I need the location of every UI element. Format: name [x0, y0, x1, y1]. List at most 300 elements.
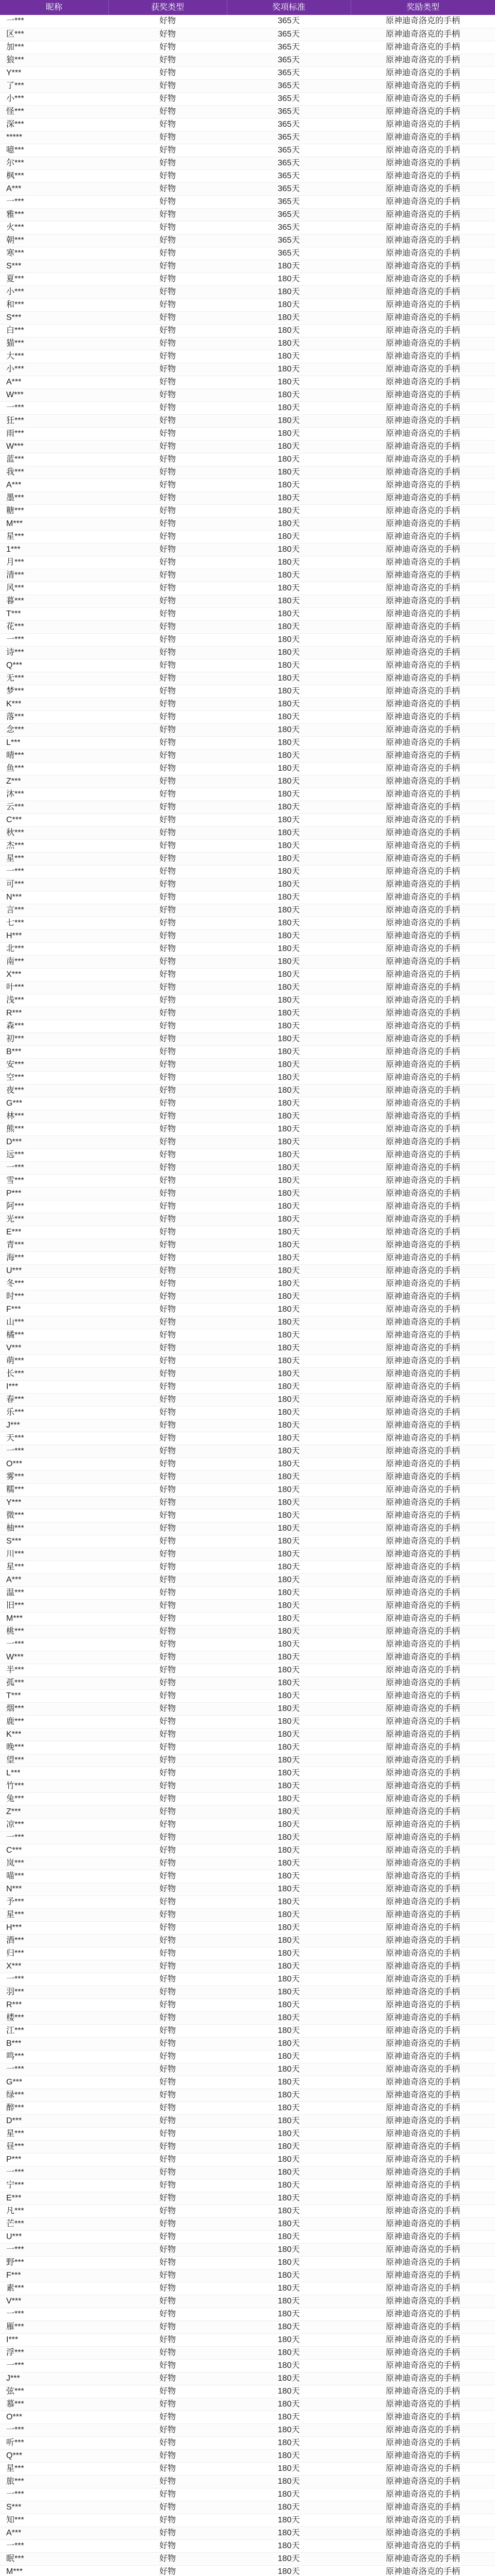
cell-award-type: 好物	[108, 466, 227, 479]
cell-award-standard: 180天	[227, 1612, 351, 1625]
cell-nickname: 浮***	[0, 2346, 108, 2359]
cell-reward-type: 原神迪奇洛克的手柄	[351, 157, 495, 170]
cell-nickname: 风***	[0, 582, 108, 595]
cell-reward-type: 原神迪奇洛克的手柄	[351, 2114, 495, 2127]
cell-nickname: F***	[0, 2269, 108, 2282]
table-row	[0, 1483, 495, 1496]
cell-nickname: 星***	[0, 2127, 108, 2140]
cell-award-standard: 180天	[227, 1496, 351, 1509]
cell-reward-type: 原神迪奇洛克的手柄	[351, 221, 495, 234]
cell-nickname: 一***	[0, 1973, 108, 1986]
cell-award-standard: 180天	[227, 839, 351, 852]
cell-award-standard: 180天	[227, 865, 351, 878]
cell-award-type: 好物	[108, 710, 227, 723]
cell-nickname: P***	[0, 2153, 108, 2166]
cell-award-standard: 180天	[227, 2552, 351, 2565]
cell-award-type: 好物	[108, 54, 227, 66]
cell-award-type: 好物	[108, 891, 227, 904]
cell-award-type: 好物	[108, 1792, 227, 1805]
cell-award-standard: 180天	[227, 685, 351, 698]
cell-award-standard: 365天	[227, 131, 351, 144]
cell-reward-type: 原神迪奇洛克的手柄	[351, 2166, 495, 2179]
table-row	[0, 2256, 495, 2269]
table-row	[0, 1702, 495, 1715]
cell-nickname: 一***	[0, 1638, 108, 1651]
cell-award-standard: 365天	[227, 28, 351, 41]
cell-nickname: 云***	[0, 801, 108, 814]
cell-award-type: 好物	[108, 1664, 227, 1676]
cell-award-type: 好物	[108, 1226, 227, 1239]
cell-award-type: 好物	[108, 1715, 227, 1728]
cell-reward-type: 原神迪奇洛克的手柄	[351, 2063, 495, 2076]
cell-reward-type: 原神迪奇洛克的手柄	[351, 1676, 495, 1689]
cell-nickname: 念***	[0, 723, 108, 736]
table-row	[0, 569, 495, 582]
cell-nickname: 糯***	[0, 1483, 108, 1496]
cell-nickname: 昼***	[0, 2140, 108, 2153]
table-row	[0, 2089, 495, 2102]
cell-award-standard: 180天	[227, 543, 351, 556]
cell-award-standard: 180天	[227, 2320, 351, 2333]
cell-award-type: 好物	[108, 2243, 227, 2256]
cell-award-type: 好物	[108, 2050, 227, 2063]
cell-nickname: D***	[0, 1136, 108, 1148]
cell-reward-type: 原神迪奇洛克的手柄	[351, 633, 495, 646]
table-row	[0, 1226, 495, 1239]
cell-award-type: 好物	[108, 1277, 227, 1290]
table-row	[0, 1148, 495, 1161]
cell-reward-type: 原神迪奇洛克的手柄	[351, 1702, 495, 1715]
cell-reward-type: 原神迪奇洛克的手柄	[351, 1805, 495, 1818]
cell-reward-type: 原神迪奇洛克的手柄	[351, 170, 495, 182]
cell-award-standard: 180天	[227, 1870, 351, 1883]
table-row	[0, 2449, 495, 2462]
cell-reward-type: 原神迪奇洛克的手柄	[351, 350, 495, 363]
cell-nickname: 芒***	[0, 2217, 108, 2230]
cell-award-standard: 180天	[227, 401, 351, 414]
cell-nickname: K***	[0, 698, 108, 710]
cell-award-standard: 180天	[227, 1045, 351, 1058]
table-row	[0, 2076, 495, 2089]
cell-reward-type: 原神迪奇洛克的手柄	[351, 2449, 495, 2462]
cell-reward-type: 原神迪奇洛克的手柄	[351, 1045, 495, 1058]
cell-award-standard: 180天	[227, 1380, 351, 1393]
cell-award-type: 好物	[108, 814, 227, 826]
table-row	[0, 1805, 495, 1818]
cell-award-standard: 180天	[227, 1522, 351, 1535]
cell-nickname: 阿***	[0, 1200, 108, 1213]
cell-award-standard: 365天	[227, 118, 351, 131]
cell-award-type: 好物	[108, 775, 227, 788]
cell-nickname: 小***	[0, 363, 108, 376]
cell-award-standard: 180天	[227, 852, 351, 865]
table-row	[0, 1612, 495, 1625]
cell-award-standard: 180天	[227, 337, 351, 350]
cell-award-type: 好物	[108, 337, 227, 350]
cell-reward-type: 原神迪奇洛克的手柄	[351, 1380, 495, 1393]
cell-award-type: 好物	[108, 1509, 227, 1522]
cell-reward-type: 原神迪奇洛克的手柄	[351, 904, 495, 917]
cell-award-type: 好物	[108, 1818, 227, 1831]
cell-award-type: 好物	[108, 1187, 227, 1200]
cell-reward-type: 原神迪奇洛克的手柄	[351, 118, 495, 131]
table-row	[0, 285, 495, 298]
cell-award-type: 好物	[108, 2475, 227, 2488]
cell-reward-type: 原神迪奇洛克的手柄	[351, 1780, 495, 1792]
cell-award-standard: 180天	[227, 1818, 351, 1831]
cell-reward-type: 原神迪奇洛克的手柄	[351, 2179, 495, 2192]
cell-award-standard: 180天	[227, 2256, 351, 2269]
cell-reward-type: 原神迪奇洛克的手柄	[351, 801, 495, 814]
table-row	[0, 1599, 495, 1612]
cell-reward-type: 原神迪奇洛克的手柄	[351, 92, 495, 105]
cell-nickname: 微***	[0, 1509, 108, 1522]
cell-award-standard: 180天	[227, 2192, 351, 2205]
table-row	[0, 981, 495, 994]
cell-reward-type: 原神迪奇洛克的手柄	[351, 2037, 495, 2050]
table-row	[0, 891, 495, 904]
cell-award-type: 好物	[108, 2462, 227, 2475]
cell-nickname: D***	[0, 2114, 108, 2127]
cell-award-standard: 180天	[227, 324, 351, 337]
cell-award-type: 好物	[108, 208, 227, 221]
cell-award-type: 好物	[108, 2282, 227, 2295]
cell-award-type: 好物	[108, 2153, 227, 2166]
table-row	[0, 1998, 495, 2011]
cell-nickname: 一***	[0, 2166, 108, 2179]
cell-award-type: 好物	[108, 633, 227, 646]
cell-award-type: 好物	[108, 2166, 227, 2179]
cell-award-standard: 180天	[227, 1032, 351, 1045]
cell-reward-type: 原神迪奇洛克的手柄	[351, 1689, 495, 1702]
cell-nickname: 落***	[0, 710, 108, 723]
table-row	[0, 1895, 495, 1908]
table-row	[0, 2050, 495, 2063]
cell-nickname: 墨***	[0, 492, 108, 504]
cell-reward-type: 原神迪奇洛克的手柄	[351, 1895, 495, 1908]
cell-award-type: 好物	[108, 28, 227, 41]
cell-nickname: 一***	[0, 2539, 108, 2552]
cell-award-standard: 180天	[227, 1689, 351, 1702]
cell-award-type: 好物	[108, 504, 227, 517]
cell-award-type: 好物	[108, 929, 227, 942]
cell-nickname: 光***	[0, 1213, 108, 1226]
cell-award-type: 好物	[108, 852, 227, 865]
cell-nickname: 雁***	[0, 2320, 108, 2333]
table-row	[0, 15, 495, 28]
cell-nickname: 雅***	[0, 208, 108, 221]
cell-reward-type: 原神迪奇洛克的手柄	[351, 2205, 495, 2217]
cell-award-type: 好物	[108, 324, 227, 337]
cell-reward-type: 原神迪奇洛克的手柄	[351, 1277, 495, 1290]
cell-award-standard: 180天	[227, 2153, 351, 2166]
cell-reward-type: 原神迪奇洛克的手柄	[351, 530, 495, 543]
cell-award-type: 好物	[108, 2449, 227, 2462]
cell-nickname: 一***	[0, 15, 108, 28]
cell-award-type: 好物	[108, 2565, 227, 2576]
cell-reward-type: 原神迪奇洛克的手柄	[351, 1071, 495, 1084]
cell-nickname: X***	[0, 1960, 108, 1973]
cell-nickname: 星***	[0, 852, 108, 865]
cell-reward-type: 原神迪奇洛克的手柄	[351, 1393, 495, 1406]
cell-nickname: B***	[0, 2037, 108, 2050]
cell-reward-type: 原神迪奇洛克的手柄	[351, 1715, 495, 1728]
cell-award-type: 好物	[108, 2102, 227, 2114]
cell-award-standard: 365天	[227, 195, 351, 208]
cell-award-type: 好物	[108, 1689, 227, 1702]
cell-reward-type: 原神迪奇洛克的手柄	[351, 1354, 495, 1367]
cell-award-type: 好物	[108, 1329, 227, 1342]
header-nickname: 昵称	[0, 0, 108, 15]
cell-nickname: 江***	[0, 2024, 108, 2037]
cell-nickname: 浅***	[0, 994, 108, 1007]
cell-nickname: 远***	[0, 1148, 108, 1161]
cell-nickname: A***	[0, 479, 108, 492]
cell-reward-type: 原神迪奇洛克的手柄	[351, 1586, 495, 1599]
cell-nickname: V***	[0, 1342, 108, 1354]
cell-nickname: S***	[0, 2501, 108, 2514]
cell-reward-type: 原神迪奇洛克的手柄	[351, 54, 495, 66]
cell-award-standard: 180天	[227, 1213, 351, 1226]
cell-nickname: 知***	[0, 2514, 108, 2527]
cell-award-standard: 180天	[227, 298, 351, 311]
cell-nickname: A***	[0, 182, 108, 195]
cell-nickname: 听***	[0, 2436, 108, 2449]
table-row	[0, 1213, 495, 1226]
table-row	[0, 1445, 495, 1458]
table-row	[0, 1007, 495, 1020]
cell-nickname: 素***	[0, 2282, 108, 2295]
cell-award-type: 好物	[108, 1522, 227, 1535]
cell-reward-type: 原神迪奇洛克的手柄	[351, 376, 495, 388]
cell-reward-type: 原神迪奇洛克的手柄	[351, 2333, 495, 2346]
cell-nickname: 海***	[0, 1251, 108, 1264]
cell-reward-type: 原神迪奇洛克的手柄	[351, 440, 495, 453]
cell-reward-type: 原神迪奇洛克的手柄	[351, 994, 495, 1007]
cell-award-type: 好物	[108, 1612, 227, 1625]
cell-reward-type: 原神迪奇洛克的手柄	[351, 298, 495, 311]
cell-reward-type: 原神迪奇洛克的手柄	[351, 2436, 495, 2449]
cell-reward-type: 原神迪奇洛克的手柄	[351, 2462, 495, 2475]
cell-nickname: 慕***	[0, 2398, 108, 2411]
cell-reward-type: 原神迪奇洛克的手柄	[351, 2308, 495, 2320]
cell-award-standard: 180天	[227, 1303, 351, 1316]
table-row	[0, 607, 495, 620]
cell-nickname: Z***	[0, 1805, 108, 1818]
cell-award-standard: 180天	[227, 2217, 351, 2230]
cell-nickname: Q***	[0, 2449, 108, 2462]
cell-award-type: 好物	[108, 2140, 227, 2153]
cell-award-type: 好物	[108, 2385, 227, 2398]
cell-award-type: 好物	[108, 2114, 227, 2127]
cell-award-standard: 180天	[227, 1844, 351, 1857]
table-row	[0, 1084, 495, 1097]
cell-nickname: F***	[0, 1303, 108, 1316]
table-row	[0, 1728, 495, 1741]
cell-award-standard: 180天	[227, 388, 351, 401]
cell-nickname: G***	[0, 1097, 108, 1110]
cell-award-standard: 180天	[227, 2282, 351, 2295]
cell-reward-type: 原神迪奇洛克的手柄	[351, 942, 495, 955]
cell-award-standard: 180天	[227, 1934, 351, 1947]
cell-award-standard: 180天	[227, 1058, 351, 1071]
table-row	[0, 66, 495, 79]
cell-reward-type: 原神迪奇洛克的手柄	[351, 208, 495, 221]
cell-award-type: 好物	[108, 427, 227, 440]
cell-award-type: 好物	[108, 1973, 227, 1986]
cell-reward-type: 原神迪奇洛克的手柄	[351, 1612, 495, 1625]
cell-reward-type: 原神迪奇洛克的手柄	[351, 2127, 495, 2140]
cell-reward-type: 原神迪奇洛克的手柄	[351, 2153, 495, 2166]
cell-nickname: 一***	[0, 1161, 108, 1174]
cell-nickname: M***	[0, 2565, 108, 2576]
table-row	[0, 2539, 495, 2552]
cell-nickname: *****	[0, 131, 108, 144]
cell-award-type: 好物	[108, 1676, 227, 1689]
cell-nickname: U***	[0, 2230, 108, 2243]
cell-nickname: 朝***	[0, 234, 108, 247]
cell-award-standard: 180天	[227, 1741, 351, 1754]
cell-reward-type: 原神迪奇洛克的手柄	[351, 2282, 495, 2295]
cell-award-type: 好物	[108, 1432, 227, 1445]
cell-award-type: 好物	[108, 298, 227, 311]
cell-award-type: 好物	[108, 2488, 227, 2501]
cell-reward-type: 原神迪奇洛克的手柄	[351, 1934, 495, 1947]
cell-award-type: 好物	[108, 556, 227, 569]
table-row	[0, 2346, 495, 2359]
cell-award-standard: 180天	[227, 672, 351, 685]
cell-reward-type: 原神迪奇洛克的手柄	[351, 2217, 495, 2230]
cell-award-standard: 180天	[227, 814, 351, 826]
table-row	[0, 1187, 495, 1200]
cell-nickname: 星***	[0, 2462, 108, 2475]
cell-nickname: 深***	[0, 118, 108, 131]
cell-award-standard: 180天	[227, 1251, 351, 1264]
cell-award-standard: 180天	[227, 891, 351, 904]
table-row	[0, 2320, 495, 2333]
cell-nickname: M***	[0, 1612, 108, 1625]
cell-reward-type: 原神迪奇洛克的手柄	[351, 182, 495, 195]
table-row	[0, 1934, 495, 1947]
table-row	[0, 633, 495, 646]
table-row	[0, 298, 495, 311]
cell-nickname: 空***	[0, 1071, 108, 1084]
cell-nickname: 予***	[0, 1895, 108, 1908]
cell-award-type: 好物	[108, 1007, 227, 1020]
cell-reward-type: 原神迪奇洛克的手柄	[351, 1264, 495, 1277]
table-row	[0, 2102, 495, 2114]
cell-award-type: 好物	[108, 234, 227, 247]
cell-award-standard: 180天	[227, 698, 351, 710]
cell-reward-type: 原神迪奇洛克的手柄	[351, 1342, 495, 1354]
table-row	[0, 479, 495, 492]
table-row	[0, 2063, 495, 2076]
cell-nickname: 一***	[0, 2308, 108, 2320]
cell-nickname: 一***	[0, 2424, 108, 2436]
cell-award-standard: 365天	[227, 182, 351, 195]
table-row	[0, 1960, 495, 1973]
cell-award-type: 好物	[108, 2179, 227, 2192]
table-row	[0, 852, 495, 865]
cell-award-standard: 180天	[227, 2295, 351, 2308]
cell-nickname: I***	[0, 1380, 108, 1393]
table-row	[0, 517, 495, 530]
cell-award-standard: 180天	[227, 981, 351, 994]
table-row	[0, 1586, 495, 1599]
table-row	[0, 1689, 495, 1702]
cell-award-standard: 180天	[227, 1638, 351, 1651]
cell-award-standard: 180天	[227, 2333, 351, 2346]
cell-award-type: 好物	[108, 2527, 227, 2539]
cell-award-type: 好物	[108, 1251, 227, 1264]
cell-reward-type: 原神迪奇洛克的手柄	[351, 1844, 495, 1857]
cell-reward-type: 原神迪奇洛克的手柄	[351, 414, 495, 427]
table-row	[0, 942, 495, 955]
cell-award-type: 好物	[108, 1805, 227, 1818]
cell-award-standard: 365天	[227, 157, 351, 170]
cell-reward-type: 原神迪奇洛克的手柄	[351, 1908, 495, 1921]
cell-award-standard: 180天	[227, 1702, 351, 1715]
cell-nickname: P***	[0, 1187, 108, 1200]
cell-award-type: 好物	[108, 736, 227, 749]
table-row	[0, 749, 495, 762]
table-row	[0, 2140, 495, 2153]
cell-award-type: 好物	[108, 221, 227, 234]
table-row	[0, 170, 495, 182]
cell-award-standard: 180天	[227, 1586, 351, 1599]
cell-award-type: 好物	[108, 530, 227, 543]
cell-reward-type: 原神迪奇洛克的手柄	[351, 388, 495, 401]
cell-award-standard: 180天	[227, 1651, 351, 1664]
cell-nickname: 长***	[0, 1367, 108, 1380]
cell-nickname: 雨***	[0, 427, 108, 440]
cell-award-type: 好物	[108, 1831, 227, 1844]
cell-nickname: 一***	[0, 195, 108, 208]
cell-award-standard: 180天	[227, 1715, 351, 1728]
cell-award-standard: 180天	[227, 1187, 351, 1200]
cell-award-standard: 180天	[227, 1470, 351, 1483]
cell-reward-type: 原神迪奇洛克的手柄	[351, 453, 495, 466]
cell-award-type: 好物	[108, 2037, 227, 2050]
cell-award-standard: 180天	[227, 994, 351, 1007]
cell-award-standard: 180天	[227, 646, 351, 659]
cell-reward-type: 原神迪奇洛克的手柄	[351, 1290, 495, 1303]
cell-award-standard: 180天	[227, 2346, 351, 2359]
cell-nickname: 初***	[0, 1032, 108, 1045]
cell-reward-type: 原神迪奇洛克的手柄	[351, 1251, 495, 1264]
cell-reward-type: 原神迪奇洛克的手柄	[351, 1136, 495, 1148]
cell-reward-type: 原神迪奇洛克的手柄	[351, 1084, 495, 1097]
table-row	[0, 182, 495, 195]
cell-reward-type: 原神迪奇洛克的手柄	[351, 1522, 495, 1535]
cell-award-standard: 180天	[227, 1947, 351, 1960]
cell-nickname: 时***	[0, 1290, 108, 1303]
cell-award-type: 好物	[108, 942, 227, 955]
cell-award-standard: 180天	[227, 1728, 351, 1741]
cell-award-standard: 365天	[227, 234, 351, 247]
cell-award-standard: 180天	[227, 929, 351, 942]
cell-nickname: 蓝***	[0, 453, 108, 466]
table-row	[0, 1239, 495, 1251]
cell-award-type: 好物	[108, 1264, 227, 1277]
cell-nickname: 月***	[0, 556, 108, 569]
cell-nickname: 归***	[0, 1947, 108, 1960]
cell-reward-type: 原神迪奇洛克的手柄	[351, 1664, 495, 1676]
table-row	[0, 1264, 495, 1277]
cell-award-standard: 365天	[227, 79, 351, 92]
cell-award-type: 好物	[108, 543, 227, 556]
cell-award-standard: 180天	[227, 607, 351, 620]
